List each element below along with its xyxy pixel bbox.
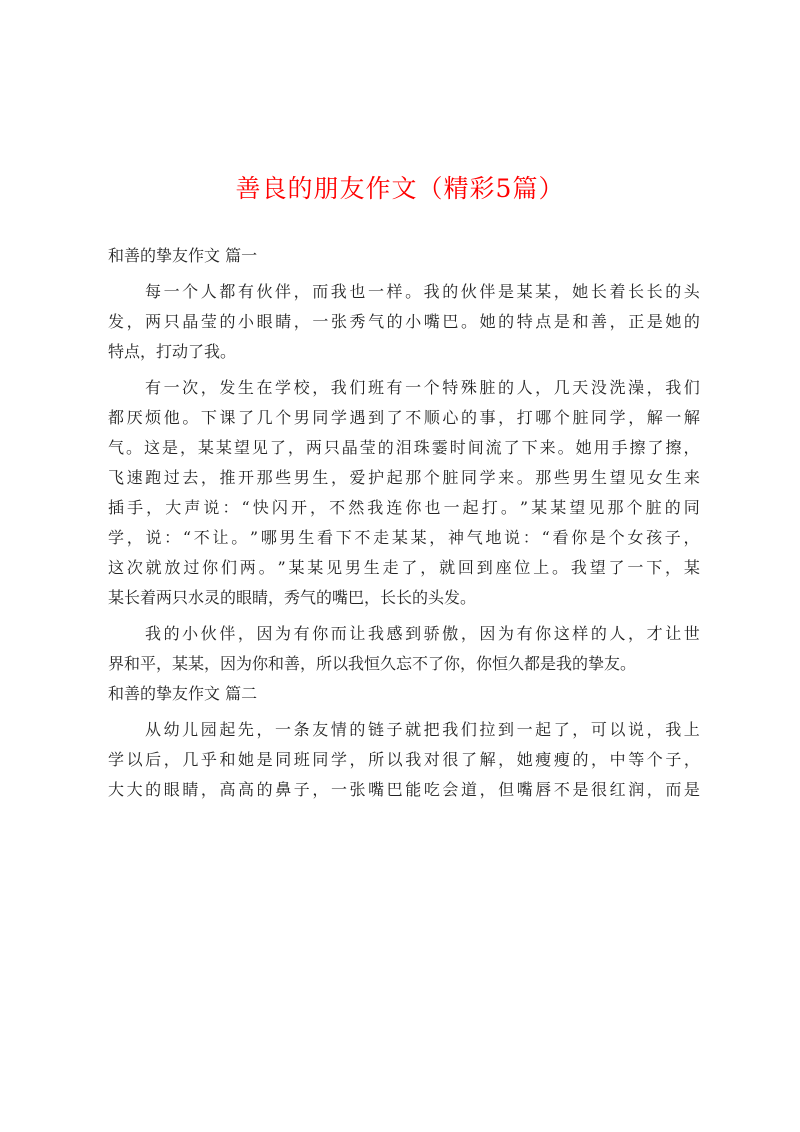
paragraph <box>108 715 700 805</box>
paragraph <box>108 619 700 679</box>
text-line: 从 幼 儿 园 起 先 ， 一 条 友 情 的 链 子 就 把 我 们 拉 到 一 起 了 ， 可 以 说 ， 我 上 <box>145 720 700 739</box>
text-line: 气 。 这 是 ， 某 某 望 见 了 ， 两 只 晶 莹 的 泪 珠 霎 时 间 流 了 下 来 。 她 用 手 擦 了 擦 ， <box>108 438 700 457</box>
text-line: 特点，打动了我。 <box>108 342 237 361</box>
text-line: 飞 速 跑 过 去 ， 推 开 那 些 男 生 ， 爱 护 起 那 个 脏 同 学 来 。 那 些 男 生 望 见 女 生 来 <box>108 468 700 487</box>
text-line: 发 ， 两 只 晶 莹 的 小 眼 睛 ， 一 张 秀 气 的 小 嘴 巴 。 她 的 特 点 是 和 善 ， 正 是 她 的 <box>108 312 700 331</box>
section-heading-1: 和善的挚友作文 篇一 <box>108 246 258 265</box>
document-title: 善良的朋友作文（精彩5篇） <box>235 174 565 203</box>
text-line: 某长着两只水灵的眼睛，秀气的嘴巴，长长的头发。 <box>108 588 477 607</box>
text-line: 都 厌 烦 他 。 下 课 了 几 个 男 同 学 遇 到 了 不 顺 心 的 事 ， 打 哪 个 脏 同 学 ， 解 一 解 <box>108 408 700 427</box>
text-line: 插 手 ， 大 声 说 ： “ 快 闪 开 ， 不 然 我 连 你 也 一 起 打 。 ” 某 某 望 见 那 个 脏 的 同 <box>108 498 700 517</box>
paragraph <box>108 373 700 613</box>
section-heading-2: 和善的挚友作文 篇二 <box>108 684 258 703</box>
text-line: 有 一 次 ， 发 生 在 学 校 ， 我 们 班 有 一 个 特 殊 脏 的 人 ， 几 天 没 洗 澡 ， 我 们 <box>145 378 700 397</box>
text-line: 我 的 小 伙 伴 ， 因 为 有 你 而 让 我 感 到 骄 傲 ， 因 为 有 你 这 样 的 人 ， 才 让 世 <box>145 624 700 643</box>
document-body <box>108 241 700 805</box>
text-line: 界和平，某某，因为你和善，所以我恒久忘不了你，你恒久都是我的挚友。 <box>108 654 637 673</box>
text-line: 每 一 个 人 都 有 伙 伴 ， 而 我 也 一 样 。 我 的 伙 伴 是 某 某 ， 她 长 着 长 长 的 头 <box>145 282 700 301</box>
text-line: 大 大 的 眼 睛 ， 高 高 的 鼻 子 ， 一 张 嘴 巴 能 吃 会 道 ， 但 嘴 唇 不 是 很 红 润 ， 而 是 <box>108 780 700 799</box>
paragraph <box>108 277 700 367</box>
text-line: 学 以 后 ， 几 乎 和 她 是 同 班 同 学 ， 所 以 我 对 很 了 解 ， 她 瘦 瘦 的 ， 中 等 个 子 ， <box>108 750 700 769</box>
text-line: 这 次 就 放 过 你 们 两 。 ” 某 某 见 男 生 走 了 ， 就 回 到 座 位 上 。 我 望 了 一 下 ， 某 <box>108 558 700 577</box>
text-line: 学 ， 说 ： “ 不 让 。 ” 哪 男 生 看 下 不 走 某 某 ， 神 气 地 说 ： “ 看 你 是 个 女 孩 子 ， <box>108 528 700 547</box>
